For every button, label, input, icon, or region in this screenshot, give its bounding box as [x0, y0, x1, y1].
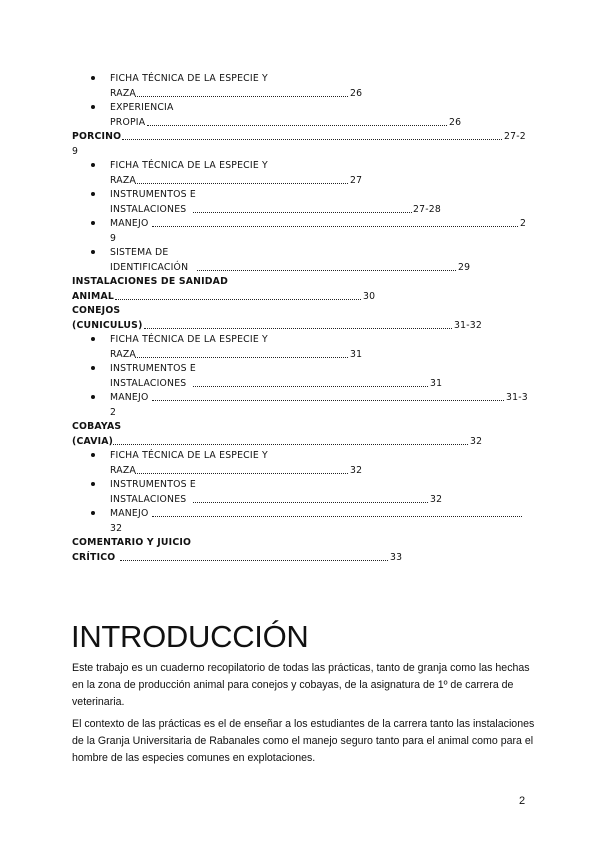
- intro-paragraph: El contexto de las prácticas es el de enseñar a los estudiantes de la carrera tanto las instalaciones de la Granja Universitaria de Rabanales como el manejo seguro tanto para el animal como para el hombre de las especies comunes en explotaciones.: [72, 718, 535, 764]
- toc-item-title: RAZA: [110, 465, 136, 476]
- toc-page-number: 9: [110, 233, 117, 244]
- bullet-icon: [91, 250, 95, 254]
- toc-section-title: (CAVIA): [72, 436, 114, 447]
- dot-leader: [193, 212, 412, 213]
- dot-leader: [193, 502, 428, 503]
- toc-item-title: INSTALACIONES: [110, 378, 187, 389]
- dot-leader: [152, 400, 504, 401]
- bullet-icon: [91, 163, 95, 167]
- toc-page-number: 31-32: [454, 320, 483, 331]
- toc-page-number: 27-2: [504, 131, 526, 142]
- dot-leader: [135, 357, 348, 358]
- bullet-icon: [91, 511, 95, 515]
- bullet-icon: [91, 105, 95, 109]
- toc-page-number: 32: [350, 465, 363, 476]
- toc-page-number: 32: [470, 436, 483, 447]
- toc-item-title: PROPIA: [110, 117, 146, 128]
- toc-page-number: 31: [350, 349, 363, 360]
- toc-page-number: 32: [430, 494, 443, 505]
- bullet-icon: [91, 337, 95, 341]
- toc-page-number: 29: [458, 262, 471, 273]
- toc-page-number: 33: [390, 552, 403, 563]
- toc-item-title: MANEJO: [110, 508, 149, 519]
- bullet-icon: [91, 482, 95, 486]
- bullet-icon: [91, 366, 95, 370]
- toc-page-number: 26: [449, 117, 462, 128]
- toc-item-title: FICHA TÉCNICA DE LA ESPECIE Y: [110, 450, 268, 461]
- toc-item-title: IDENTIFICACIÓN: [110, 262, 189, 273]
- toc-item-title: FICHA TÉCNICA DE LA ESPECIE Y: [110, 73, 268, 84]
- dot-leader: [113, 444, 468, 445]
- toc-page-number: 2: [110, 407, 117, 418]
- bullet-icon: [91, 395, 95, 399]
- toc-item-title: MANEJO: [110, 392, 149, 403]
- dot-leader: [152, 226, 518, 227]
- toc-item-title: INSTRUMENTOS E: [110, 363, 196, 374]
- toc-section-title: INSTALACIONES DE SANIDAD: [72, 276, 228, 287]
- toc-page-number: 27-28: [413, 204, 442, 215]
- toc-item-title: RAZA: [110, 175, 136, 186]
- dot-leader: [135, 183, 348, 184]
- toc-item-title: INSTALACIONES: [110, 494, 187, 505]
- toc-item-title: INSTRUMENTOS E: [110, 479, 196, 490]
- dot-leader: [135, 96, 348, 97]
- bullet-icon: [91, 76, 95, 80]
- dot-leader: [115, 299, 361, 300]
- toc-page-number: 2: [520, 218, 527, 229]
- dot-leader: [122, 139, 502, 140]
- toc-section-title: COBAYAS: [72, 421, 122, 432]
- bullet-icon: [91, 453, 95, 457]
- bullet-icon: [91, 192, 95, 196]
- toc-item-title: FICHA TÉCNICA DE LA ESPECIE Y: [110, 334, 268, 345]
- page-number: 2: [519, 795, 526, 807]
- dot-leader: [144, 328, 452, 329]
- toc-item-title: FICHA TÉCNICA DE LA ESPECIE Y: [110, 160, 268, 171]
- dot-leader: [120, 560, 388, 561]
- toc-section-title: (CUNICULUS): [72, 320, 143, 331]
- dot-leader: [135, 473, 348, 474]
- section-heading: INTRODUCCIÓN: [71, 619, 309, 654]
- toc-page-number: 30: [363, 291, 376, 302]
- toc-page-number: 31: [430, 378, 443, 389]
- toc-section-title: ANIMAL: [72, 291, 115, 302]
- toc-item-title: RAZA: [110, 349, 136, 360]
- dot-leader: [147, 125, 447, 126]
- toc-item-title: RAZA: [110, 88, 136, 99]
- toc-page-number: 27: [350, 175, 363, 186]
- toc-section-title: CRÍTICO: [72, 552, 116, 563]
- intro-paragraph: Este trabajo es un cuaderno recopilatorio de todas las prácticas, tanto de granja como las hechas en la zona de producción animal para conejos y cobayas, de la asignatura de 1º de carrera de veterinaria.: [72, 662, 530, 708]
- toc-page-number: 31-3: [506, 392, 528, 403]
- dot-leader: [197, 270, 456, 271]
- toc-page-number: 9: [72, 146, 79, 157]
- toc-item-title: EXPERIENCIA: [110, 102, 174, 113]
- toc-item-title: INSTALACIONES: [110, 204, 187, 215]
- toc-section-title: PORCINO: [72, 131, 122, 142]
- bullet-icon: [91, 221, 95, 225]
- toc-item-title: SISTEMA DE: [110, 247, 169, 258]
- toc-page-number: 26: [350, 88, 363, 99]
- dot-leader: [193, 386, 428, 387]
- toc-section-title: COMENTARIO Y JUICIO: [72, 537, 192, 548]
- toc-page-number: 32: [110, 523, 123, 534]
- toc-item-title: INSTRUMENTOS E: [110, 189, 196, 200]
- toc-item-title: MANEJO: [110, 218, 149, 229]
- toc-section-title: CONEJOS: [72, 305, 121, 316]
- dot-leader: [152, 516, 522, 517]
